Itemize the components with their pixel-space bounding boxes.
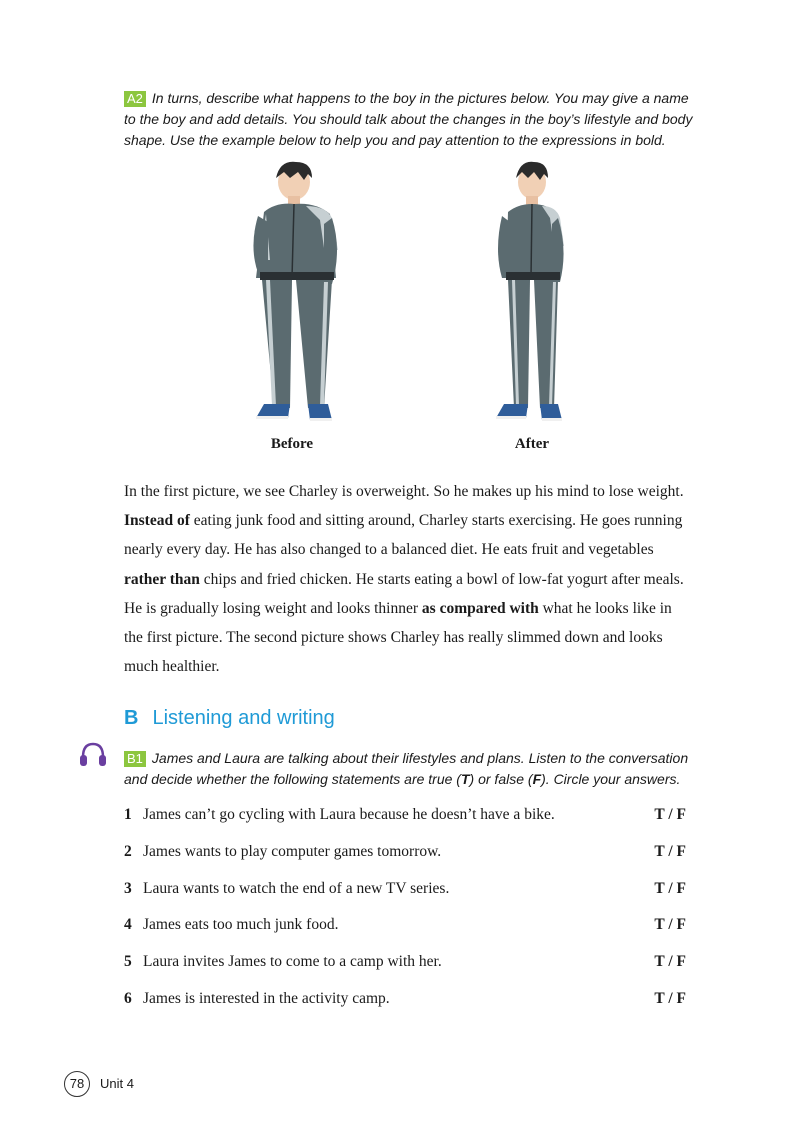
a2-instruction — [124, 88, 694, 151]
example-paragraph: In the first picture, we see Charley is overweight. So he makes up his mind to lose weight. Instead of eating junk food and sitting around, Charley starts exercising. He goes running nearly every day. He has also changed to a balanced diet. He eats fruit and vegetables rather than chips and fried chicken. He starts eating a bowl of low-fat yogurt after meals. He is gradually losing weight and looks thinner as compared with what he looks like in the first picture. The second picture shows Charley has really slimmed down and looks much healthier. — [124, 483, 684, 676]
true-false-choice[interactable]: T / F — [654, 806, 686, 823]
example-bold-1: Instead of — [124, 512, 190, 530]
true-false-choice[interactable]: T / F — [654, 953, 686, 971]
statement-text: Laura wants to watch the end of a new TV series. — [143, 879, 450, 897]
statement-row — [124, 842, 686, 862]
a2-instruction-text: In turns, describe what happens to the boy in the pictures below. You may give a name to the boy and add details. You should talk about the changes in the boy’s lifestyle and body shape. Use the example below to help you and pay attention to the expressions in bold. — [124, 90, 693, 148]
b1-bold-1: T — [460, 771, 470, 787]
unit-label: Unit 4 — [100, 1076, 134, 1091]
true-false-choice[interactable]: T / F — [654, 990, 686, 1007]
b1-instruction-text: James and Laura are talking about their lifestyles and plans. Listen to the conversation and decide whether the following statements are true (T) or false (F). Circle your answers. — [124, 750, 689, 787]
statement-text: James wants to play computer games tomorrow. — [143, 842, 442, 860]
true-false-choice[interactable]: T / F — [654, 916, 686, 934]
statement-number: 5 — [124, 953, 132, 971]
statement-text: Laura invites James to come to a camp with her. — [143, 953, 442, 971]
a2-tag: A2 — [124, 91, 146, 107]
statement-number: 3 — [124, 879, 132, 897]
statement-row — [124, 915, 686, 935]
statement-number: 6 — [124, 990, 132, 1007]
statement-text: James can’t go cycling with Laura because he doesn’t have a bike. — [143, 806, 555, 823]
boy-after-image — [484, 160, 604, 425]
true-false-choice[interactable]: T / F — [654, 842, 686, 860]
example-bold-3: rather than — [124, 570, 200, 588]
statement-text: James is interested in the activity camp. — [143, 990, 390, 1007]
headphones-icon — [78, 740, 108, 770]
section-b-heading — [124, 707, 335, 730]
statement-row — [124, 805, 686, 825]
boy-before-image — [246, 160, 366, 425]
true-false-choice[interactable]: T / F — [654, 879, 686, 897]
section-title: Listening and writing — [152, 707, 335, 729]
statement-row — [124, 952, 686, 972]
statement-number: 1 — [124, 806, 132, 823]
statement-row — [124, 989, 686, 1009]
b1-tag: B1 — [124, 751, 146, 767]
statement-number: 4 — [124, 916, 132, 934]
caption-before: Before — [270, 436, 314, 452]
statement-text: James eats too much junk food. — [143, 916, 339, 934]
b1-bold-3: F — [532, 771, 542, 787]
b1-instruction — [124, 748, 694, 790]
statement-number: 2 — [124, 842, 132, 860]
section-letter: B — [124, 707, 139, 729]
statement-row — [124, 879, 686, 899]
page-number: 78 — [64, 1071, 90, 1097]
example-bold-5: as compared with — [421, 599, 539, 617]
caption-after: After — [514, 436, 550, 452]
